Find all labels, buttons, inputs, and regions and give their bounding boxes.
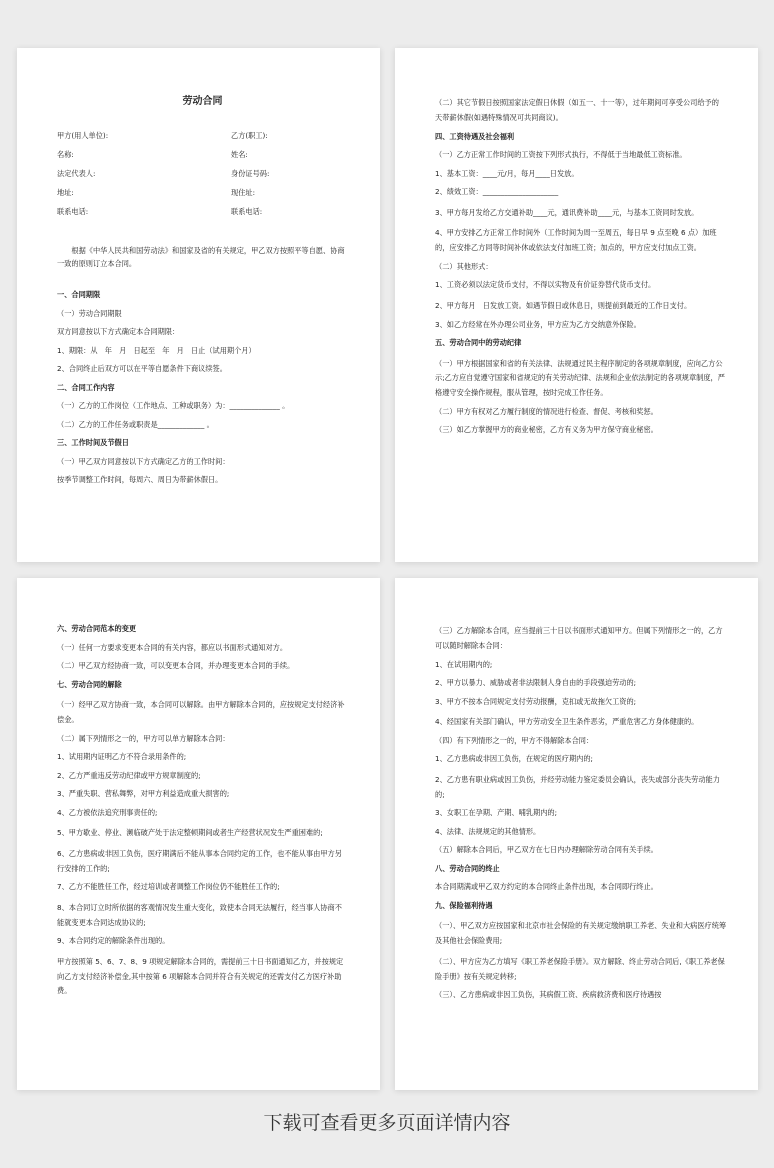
clause-line: 9、本合同约定的解除条件出现的。 <box>57 936 170 946</box>
clause-paragraph: （一）经甲乙双方协商一致，本合同可以解除。由甲方解除本合同的，应按规定支付经济补偿金。 <box>57 700 345 724</box>
clause-line: （一）乙方正常工作时间的工资按下列形式执行，不得低于当地最低工资标准。 <box>435 150 687 160</box>
party-field: 联系电话: <box>231 206 263 216</box>
clause-line: 3、严重失职、营私舞弊，对甲方利益造成重大损害的; <box>57 789 230 799</box>
clause-line: （二）乙方的工作任务或职责是_____________ 。 <box>57 419 214 429</box>
section-heading: 五、劳动合同中的劳动纪律 <box>435 338 522 348</box>
clause-line: （三）如乙方掌握甲方的商业秘密，乙方有义务为甲方保守商业秘密。 <box>435 425 658 435</box>
clause-paragraph: 6、乙方患病或非因工负伤，医疗期满后不能从事本合同约定的工作，也不能从事由甲方另行安排的工作的; <box>57 848 342 873</box>
clause-line: 按季节调整工作时间，每周六、周日为带薪休假日。 <box>57 475 223 485</box>
party-field: 乙方(职工): <box>231 130 268 140</box>
page-4-body <box>435 624 728 999</box>
document-page-4 <box>395 578 758 1090</box>
party-info <box>57 131 348 216</box>
section-heading: 四、工资待遇及社会福利 <box>435 131 515 141</box>
clause-line: 1、乙方患病或非因工负伤，在规定的医疗期内的; <box>435 754 593 764</box>
page-3-body <box>57 624 348 999</box>
party-field: 地址: <box>57 187 74 197</box>
clause-line: 2、合同终止后双方可以在平等自愿条件下商议续签。 <box>57 364 227 374</box>
clause-line: 3、女职工在孕期、产期、哺乳期内的; <box>435 808 557 818</box>
clause-paragraph: 4、经国家有关部门确认，甲方劳动安全卫生条件恶劣，严重危害乙方身体健康的。 <box>435 717 699 727</box>
clause-line: 1、工资必须以法定货币支付，不得以实物及有价证券替代货币支付。 <box>435 280 656 290</box>
clause-line: 1、试用期内证明乙方不符合录用条件的; <box>57 752 187 762</box>
clause-paragraph: （一）、甲乙双方应按国家和北京市社会保险的有关规定缴纳职工养老、失业和大病医疗统筹及其他社会保险费用; <box>435 921 727 946</box>
clause-line: （一）劳动合同期限 <box>57 308 122 318</box>
clause-paragraph: 甲方按照第 5、6、7、8、9 项规定解除本合同的，需提前三十日书面通知乙方，并按规定向乙方支付经济补偿金,其中按第 6 项解除本合同并符合有关规定的还需支付乙方医疗补助费。 <box>57 956 344 996</box>
party-field: 联系电话: <box>57 206 89 216</box>
clause-line: （二）其他形式： <box>435 261 493 271</box>
party-field: 姓名: <box>231 149 248 159</box>
clause-paragraph: 3、甲方每月发给乙方交通补助____元，通讯费补助____元，与基本工资同时发放。 <box>435 207 699 217</box>
clause-paragraph: 8、本合同订立时所依据的客观情况发生重大变化，致使本合同无法履行，经当事人协商不能就变更本合同达成协议的; <box>57 902 342 927</box>
clause-line: 3、甲方不按本合同规定支付劳动报酬，克扣或无故拖欠工资的; <box>435 696 637 706</box>
page-2-body <box>435 96 728 434</box>
clause-line: （一）甲乙双方同意按以下方式确定乙方的工作时间： <box>57 456 230 466</box>
clause-line: 1、期限：从 年 月 日起至 年 月 日止（试用期个月） <box>57 345 256 355</box>
party-field: 名称: <box>57 149 74 159</box>
clause-paragraph: 2、甲方每月 日发放工资。如遇节假日或休息日，则提前到最近的工作日支付。 <box>435 300 692 310</box>
clause-line: （二）甲方有权对乙方履行制度的情况进行检查、督促、考核和奖惩。 <box>435 406 658 416</box>
clause-paragraph: （一）甲方根据国家和省的有关法律、法规通过民主程序制定的各项规章制度，应向乙方公示;乙方应自觉遵守国家和省规定的有关劳动纪律、法规和企业依法制定的各项规章制度，严格遵守安全操作规程，服从管理，按时完成工作任务。 <box>435 358 725 398</box>
document-title: 劳动合同 <box>182 96 223 107</box>
section-heading: 六、劳动合同范本的变更 <box>57 624 137 633</box>
clause-paragraph: （二）、甲方应为乙方填写《职工养老保险手册》。双方解除、终止劳动合同后,《职工养老保险手册》按有关规定转移; <box>435 956 725 981</box>
clause-line: 3、如乙方经常在外办理公司业务，甲方应为乙方交纳意外保险。 <box>435 319 641 329</box>
clause-line: （二）甲乙双方经协商一致，可以变更本合同，并办理变更本合同的手续。 <box>57 661 295 670</box>
clause-line: 4、法律、法规规定的其他情形。 <box>435 826 541 836</box>
section-heading: 二、合同工作内容 <box>57 382 115 392</box>
clause-line: （一）任何一方要求变更本合同的有关内容，都应以书面形式通知对方。 <box>57 642 288 652</box>
download-more-caption: 下载可查看更多页面详情内容 <box>263 1112 511 1134</box>
clause-line: （五）解除本合同后，甲乙双方在七日内办理解除劳动合同有关手续。 <box>435 845 658 855</box>
clause-line: （三）、乙方患病或非因工负伤，其病假工资、疾病救济费和医疗待遇按 <box>435 990 662 1000</box>
party-field: 现住址: <box>231 187 255 197</box>
clause-line: （四）有下列情形之一的，甲方不得解除本合同： <box>435 735 594 745</box>
section-heading: 八、劳动合同的终止 <box>435 863 500 873</box>
party-field: 法定代表人: <box>57 168 96 178</box>
clause-paragraph: （二）其它节假日按照国家法定假日休假（如五一、十一等），过年期间可享受公司给予的 天带薪休假(如遇特殊情况可共同商议)。 <box>435 98 727 122</box>
clause-paragraph: 5、甲方歇业、停业、濒临破产处于法定整顿期间或者生产经营状况发生严重困难的; <box>57 828 323 838</box>
section-heading: 一、合同期限 <box>57 290 101 300</box>
party-field: 甲方(用人单位): <box>57 130 109 140</box>
document-page-2 <box>395 48 758 562</box>
clause-line: 双方同意按以下方式确定本合同期限： <box>57 327 180 337</box>
clause-line: 1、基本工资：____元/月，每月____日发放。 <box>435 168 579 178</box>
document-page-1 <box>17 48 380 562</box>
clause-line: 4、乙方被依法追究刑事责任的; <box>57 807 158 817</box>
clause-line: 2、绩效工资：_____________________ <box>435 187 559 197</box>
section-heading: 九、保险福利待遇 <box>435 900 493 910</box>
intro-paragraph: 根据《中华人民共和国劳动法》和国家及省的有关规定，甲乙双方按照平等自愿、协商一致的原则订立本合同。 <box>57 245 345 268</box>
document-page-3 <box>17 578 380 1090</box>
clause-line: 本合同期满或甲乙双方约定的本合同终止条件出现，本合同即行终止。 <box>435 882 658 892</box>
page-1-body <box>57 290 348 484</box>
clause-line: （二）属下列情形之一的，甲方可以单方解除本合同： <box>57 733 230 743</box>
clause-line: 2、甲方以暴力、威胁或者非法限制人身自由的手段强迫劳动的; <box>435 678 637 688</box>
clause-line: （一）乙方的工作岗位（工作地点、工种或职务）为：______________ 。 <box>57 401 290 411</box>
clause-line: 1、在试用期内的; <box>435 659 493 669</box>
clause-paragraph: （三）乙方解除本合同，应当提前三十日以书面形式通知甲方。但属下列情形之一的，乙方可以随时解除本合同： <box>435 626 723 650</box>
clause-paragraph: 4、甲方安排乙方正常工作时间外（工作时间为周一至周五，每日早 9 点至晚 6 点）加班的，应安排乙方同等时间补休或依法支付加班工资；加点的，甲方应支付加点工资。 <box>435 228 717 253</box>
clause-paragraph: 2、乙方患有职业病或因工负伤，并经劳动能力鉴定委员会确认，丧失或部分丧失劳动能力的; <box>435 774 720 799</box>
clause-line: 2、乙方严重违反劳动纪律或甲方规章制度的; <box>57 770 201 780</box>
party-field: 身份证号码: <box>231 168 270 178</box>
section-heading: 三、工作时间及节假日 <box>57 438 129 448</box>
section-heading: 七、劳动合同的解除 <box>57 679 122 689</box>
clause-line: 7、乙方不能胜任工作，经过培训或者调整工作岗位仍不能胜任工作的; <box>57 882 280 892</box>
